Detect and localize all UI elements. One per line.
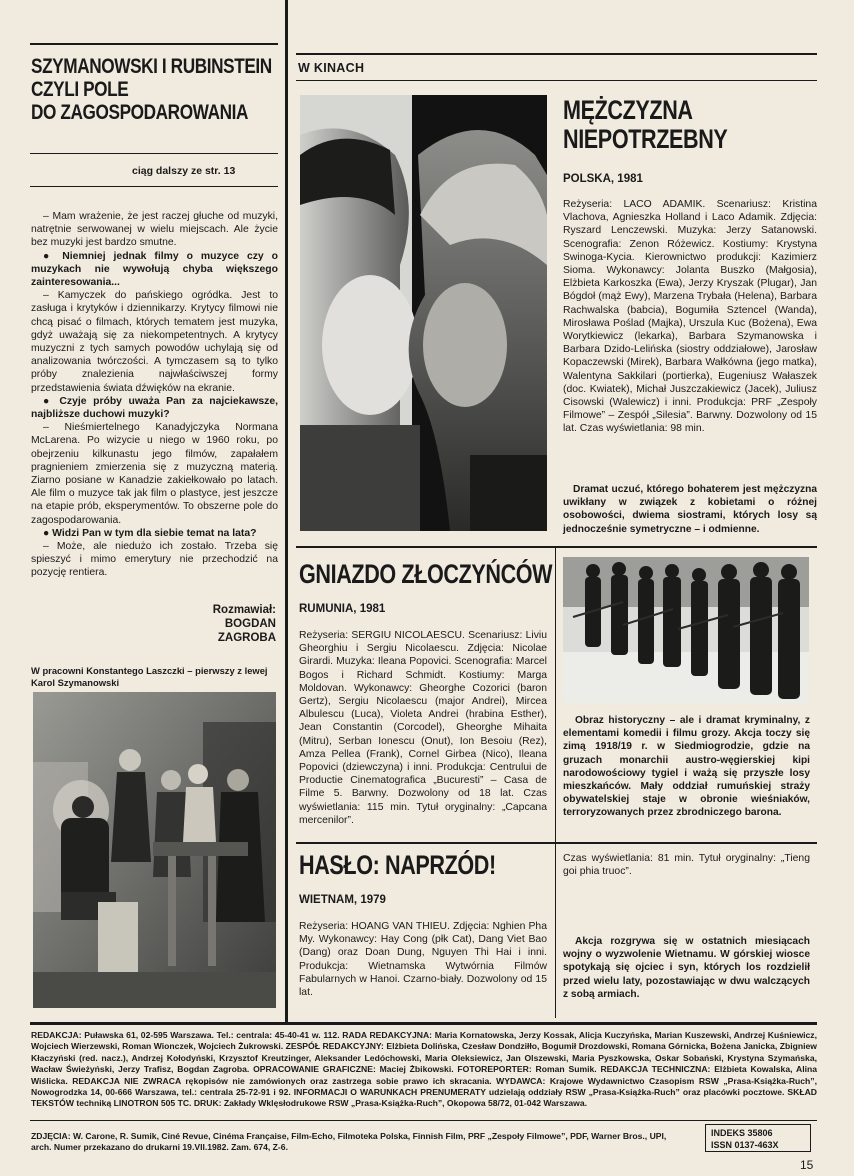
interview-title-line-3: DO ZAGOSPODAROWANIA — [31, 101, 249, 124]
interview-question: ● Widzi Pan w tym dla siebie temat na lata? — [43, 527, 257, 539]
top-left-rule — [30, 43, 278, 45]
issn-number: ISSN 0137-463X — [711, 1140, 779, 1150]
interviewer-last-name: ZAGROBA — [217, 632, 276, 644]
film3-vertical-rule — [555, 844, 556, 1018]
film1-title-line-1: MĘŻCZYZNA — [563, 95, 693, 125]
interview-paragraph: – Kamyczek do pańskiego ogródka. Jest to zasługa i krytyków i dziennikarzy. Krytycy filmowi nie chcą pisać o filmach, których tematem jest muzyka, gdyż uważają się za niekompetentnych. A krytycy muzyczni z tych samych powodów uchylają się od analizowania twórczości. A tymczasem są to tylko próby znalezienia najwłaściwszej formy przedstawienia świata dźwięków na ekranie. — [31, 290, 278, 394]
interview-paragraph: – Mam wrażenie, że jest raczej głuche od muzyki, natrętnie serwowanej w wielu miejscach. Ale życie bez muzyki jest bardzo smutne. — [31, 211, 278, 249]
interviewer-credit — [150, 603, 276, 645]
masthead-text: REDAKCJA: Puławska 61, 02-595 Warszawa. Tel.: centrala: 45-40-41 w. 112. RADA REDAKCYJNA: Maria Kornatowska, Jerzy Kossak, Alicja Kuczyńska, Marian Kuszewski, Andrzej Kuśniewicz, Wojciech Wierzewski, Roman Wionczek, Wojciech Żukrowski. ZESPÓŁ REDAKCYJNY: Elżbieta Dolińska, Czesław Dondziłło, Bogumił Drozdowski, Romana Górnicka, Bożena Janicka, Zbigniew Kłaczyński (red. nacz.), Andrzej Kołodyński, Krzysztof Kreutzinger, Aleksander Ledóchowski, Maria Oleksiewicz, Jan Olszewski, Maria Pyszkowska, Oskar Sobański, Krystyna Szymańska, Wacław Świeżyński, Jerzy Trafisz, Bogdan Zagroba. OPRACOWANIE GRAFICZNE: Maciej Żbikowski. FOTOREPORTER: Roman Sumik. REDAKCJA TECHNICZNA: Elżbieta Kowalska, Alina Wiślicka. REDAKCJA NIE ZWRACA rękopisów nie zamówionych oraz zastrzega sobie prawo ich skracania. WYDAWCA: Krajowe Wydawnictwo Czasopism RSW „Prasa-Książka-Ruch”, Nowogrodzka 14, 00-666 Warszawa, tel.: centrala 25-72-91 i 92. INFORMACJI O WARUNKACH PRENUMERATY udzielają oddziały RSW „Prasa-Książka-Ruch” oraz placówki pocztowe. SKŁAD TEKSTÓW techniką LINOTRON 505 TC. DRUK: Zakłady Wklęsłodrukowe RSW „Prasa-Książka-Ruch”, Okopowa 58/72, 01-042 Warszawa. — [31, 1030, 817, 1109]
film1-still-art — [300, 95, 547, 531]
interview-title-line-2: CZYLI POLE — [31, 78, 129, 101]
index-number: INDEKS 35806 — [711, 1128, 773, 1138]
interview-body — [31, 210, 278, 580]
film1-summary: Dramat uczuć, którego bohaterem jest mężczyzna uwikłany w związek z kobietami o różnej osobowości, dwiema siostrami, których losy są jednocześnie symetryczne – i odmienne. — [563, 484, 817, 535]
film3-runtime: Czas wyświetlania: 81 min. Tytuł oryginalny: „Tieng goi phia truoc”. — [563, 853, 810, 878]
film2-bottom-rule — [296, 842, 817, 844]
film2-country: RUMUNIA, 1981 — [299, 603, 386, 615]
interview-title — [31, 55, 272, 124]
film2-still-art — [563, 557, 809, 703]
title-under-rule — [30, 153, 278, 154]
film1-country: POLSKA, 1981 — [563, 173, 643, 185]
film2-title: GNIAZDO ZŁOCZYŃCÓW — [299, 559, 553, 589]
index-box — [705, 1124, 811, 1152]
interviewer-label: Rozmawiał: — [212, 604, 276, 616]
film2-still — [563, 557, 809, 703]
interview-question: ● Czyje próby uważa Pan za najciekawsze, najbliższe duchowi muzyki? — [31, 395, 278, 421]
top-right-rule — [296, 53, 817, 55]
left-column-rule — [285, 0, 288, 1022]
film2-credits: Reżyseria: SERGIU NICOLAESCU. Scenariusz: Liviu Gheorghiu i Sergiu Nicolaescu. Zdjęcia: Nicolae Girardi. Muzyka: Ileana Popovici. Scenografia: Marcel Bogos i Richard Schmidt. Kostiumy: Marga Moldovan. Wykonawcy: Gheorghe Cozorici (baron Gertz), Sergiu Nicolaescu (major Andrei), Mircea Albulescu (Luca), Violeta Andrei (hrabina Esther), Jean Constantin (Corcodel), Gheorghe Mihaita (Mitru), Serban Ionescu (Onut), Ion Besoiu (Rez), Amza Pellea (Frank), Cornel Girbea (Nico), Ileana Popovici (dziewczyna) i inni. Produkcja: Centrului de Productie Cinematografica „Bucuresti” – Casa de Filme 5. Barwny. Dozwolony od 18 lat. Czas wyświetlania: 115 min. Tytuł oryginalny: „Capcana mercenilor”. — [299, 630, 547, 826]
interview-title-line-1: SZYMANOWSKI I RUBINSTEIN — [31, 55, 272, 78]
film1-title-line-2: NIEPOTRZEBNY — [563, 124, 728, 154]
section-rule — [296, 80, 817, 81]
studio-photo — [33, 692, 276, 1008]
film3-summary: Akcja rozgrywa się w ostatnich miesiącach wojny o wyzwolenie Wietnamu. W górskiej wiosce spotykają się ojciec i syn, których los rozdzielił przed wielu laty, pozostawiając w dwu walczących z sobą armiach. — [563, 936, 810, 1000]
footer-top-rule — [30, 1022, 817, 1025]
continued-note: ciąg dalszy ze str. 13 — [132, 165, 236, 177]
film1-bottom-rule — [296, 546, 817, 548]
film2-summary: Obraz historyczny – ale i dramat kryminalny, z elementami komedii i filmu grozy. Akcja toczy się zimą 1918/19 r. w Siedmiogrodzie, gdzie na gruzach monarchii austro-węgierskiej kipi narodowościowy tygiel i ważą się przyszłe losy mieszkańców. Mały oddział rumuńskiej straży obywatelskiej staje w obronie wieśniaków, terroryzowanych przez zbrodniczego barona. — [563, 715, 810, 819]
interview-paragraph: – Może, ale niedużo ich zostało. Trzeba się spieszyć i mimo emerytury nie przechodzić na pozycję rentiera. — [31, 541, 278, 579]
continued-rule — [30, 186, 278, 187]
film3-title: HASŁO: NAPRZÓD! — [299, 850, 496, 880]
studio-photo-caption: W pracowni Konstantego Laszczki – pierwszy z lewej Karol Szymanowski — [31, 665, 268, 688]
film1-credits: Reżyseria: LACO ADAMIK. Scenariusz: Kristina Vlachova, Agnieszka Holland i Laco Adamik. Zdjęcia: Ryszard Lenczewski. Muzyka: Jerzy Satanowski. Scenografia: Zenon Różewicz. Kostiumy: Krystyna Swinoga-Kycia. Kierownictwo produkcji: Kazimierz Sioma. Wykonawcy: Jolanta Buszko (Małgosia), Elżbieta Karkoszka (Ewa), Jerzy Kryszak (Plugar), Jan Bógdoł (mąż Ewy), Marzena Trybała (Helena), Barbara Rachwalska (babcia), Bogumiła Sztencel (Wanda), Mirosława Poślad (Majka), Urszula Kuc (Bożena), Ewa Worytkiewicz (lekarka), Barbara Szymanowska i Barbara Dzido-Lelińska (siostry oddziałowe), Jarosław Kopaczewski (Mirek), Barbara Wałkówna (jego matka), Walentyna Sakkilari (portierka), Eugeniusz Wałaszek (doc. Kwiatek), Michał Juszczakiewicz (Jacek), Juliusz Cisowski (Walewicz) i inni. Produkcja: PRF „Zespoły Filmowe” – Zespół „Silesia”. Barwny. Dozwolony od 15 lat. Czas wyświetlania: 98 min. — [563, 199, 817, 435]
footer-mid-rule — [30, 1120, 817, 1121]
interview-paragraph: – Nieśmiertelnego Kanadyjczyka Normana McLarena. Po wizycie u niego w 1960 roku, po obejrzeniu kilkunastu jego filmów, zapałałem pragnieniem zmierzenia się z muzyczną materią. Ziarno posiane w Kanadzie zakiełkowało po latach. Ale film o muzyce tak jak film o plastyce, jest jeszcze na etapie prób, eksperymentów. To obszerne pole do zagospodarowania. — [31, 422, 278, 526]
film3-country: WIETNAM, 1979 — [299, 894, 386, 906]
film3-credits: Reżyseria: HOANG VAN THIEU. Zdjęcia: Nghien Pha My. Wykonawcy: Hay Cong (płk Cat), Dang Viet Bao (Dang) oraz Doan Dung, Nguyen Thi Hai i inni. Produkcja: Wietnamska Wytwórnia Filmów Fabularnych w Hanoi. Czarno-biały. Dozwolony od 15 lat. — [299, 921, 547, 999]
interview-question: ● Niemniej jednak filmy o muzyce czy o muzykach nie wywołują chyba większego zainteresowania... — [31, 250, 278, 289]
interviewer-first-name: BOGDAN — [224, 618, 276, 630]
film1-still — [300, 95, 547, 531]
film1-title — [563, 96, 727, 154]
studio-photo-art — [33, 692, 276, 1008]
page-number: 15 — [800, 1158, 814, 1172]
photo-credits: ZDJĘCIA: W. Carone, R. Sumik, Ciné Revue, Cinéma Française, Film-Echo, Filmoteka Polska, Finnish Film, PRF „Zespoły Filmowe”, PDF, Warner Bros., UPI, arch. Numer przekazano do drukarni 19.VII.1982. Zam. 674, Z-6. — [31, 1131, 667, 1153]
section-heading: W KINACH — [298, 61, 365, 75]
film2-vertical-rule — [555, 548, 556, 842]
